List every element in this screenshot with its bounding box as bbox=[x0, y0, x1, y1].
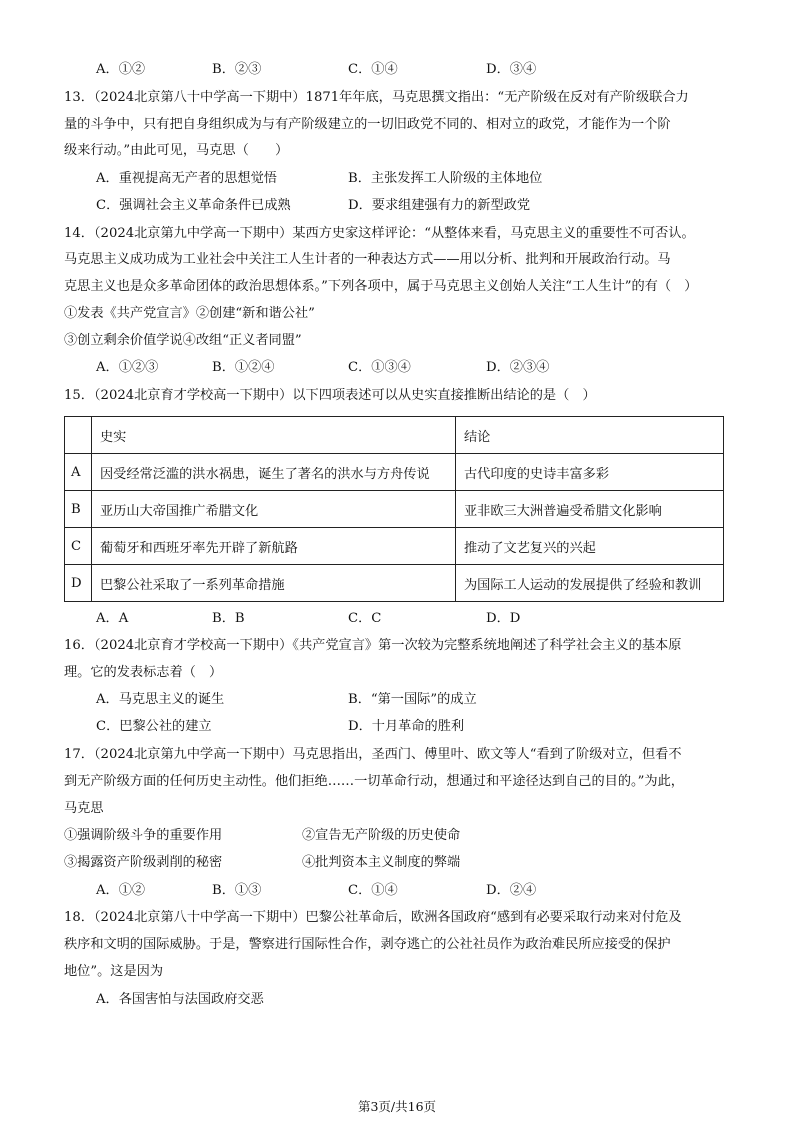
q14-stem-line-3: 克思主义也是众多革命团体的政治思想体系。”下列各项中，属于马克思主义创始人关注“工人生计”的有（ ） bbox=[64, 279, 698, 294]
table-header-key bbox=[65, 417, 92, 454]
table-row-conclusion: 为国际工人运动的发展提供了经验和教训 bbox=[456, 565, 724, 602]
table-row-key: C bbox=[65, 528, 92, 565]
q13-option-b[interactable]: B．主张发挥工人阶级的主体地位 bbox=[348, 171, 543, 186]
q16-option-b[interactable]: B．“第一国际”的成立 bbox=[348, 692, 477, 707]
q12-option-a[interactable]: A．①② bbox=[96, 62, 146, 77]
table-row bbox=[65, 528, 724, 565]
q17-item-3: ③揭露资产阶级剥削的秘密 bbox=[64, 855, 223, 870]
table-row-fact: 葡萄牙和西班牙率先开辟了新航路 bbox=[92, 528, 456, 565]
q13-option-d[interactable]: D．要求组建强有力的新型政党 bbox=[348, 198, 531, 213]
q14-option-c[interactable]: C．①③④ bbox=[348, 360, 411, 375]
q17-stem-line-2: 到无产阶级方面的任何历史主动性。他们拒绝……一切革命行动，想通过和平途径达到自己的目的。”为此， bbox=[64, 774, 684, 789]
q13-option-a[interactable]: A．重视提高无产者的思想觉悟 bbox=[96, 171, 277, 186]
q17-item-4: ④批判资本主义制度的弊端 bbox=[302, 855, 461, 870]
q12-option-d[interactable]: D．③④ bbox=[486, 62, 537, 77]
q16-stem-line-1: 16．（2024北京育才学校高一下期中）《共产党宣言》第一次较为完整系统地阐述了科学社会主义的基本原 bbox=[64, 638, 682, 653]
q13-stem-line-3: 级来行动。”由此可见，马克思（ ） bbox=[64, 143, 289, 158]
q17-item-2: ②宣告无产阶级的历史使命 bbox=[302, 828, 461, 843]
table-row-conclusion: 亚非欧三大洲普遍受希腊文化影响 bbox=[456, 491, 724, 528]
q14-option-a[interactable]: A．①②③ bbox=[96, 360, 159, 375]
q12-option-c[interactable]: C．①④ bbox=[348, 62, 398, 77]
table-row bbox=[65, 454, 724, 491]
q15-option-d[interactable]: D．D bbox=[486, 611, 521, 626]
q15-option-c[interactable]: C．C bbox=[348, 611, 382, 626]
q13-option-c[interactable]: C．强调社会主义革命条件已成熟 bbox=[96, 198, 291, 213]
q17-option-d[interactable]: D．②④ bbox=[486, 883, 537, 898]
table-row-key: D bbox=[65, 565, 92, 602]
q16-stem-line-2: 理。它的发表标志着（ ） bbox=[64, 665, 223, 680]
table-row-key: A bbox=[65, 454, 92, 491]
page-footer: 第3页/共16页 bbox=[357, 1099, 437, 1114]
q14-item-line-1: ①发表《共产党宣言》②创建“新和谐公社” bbox=[64, 306, 315, 321]
q15-option-a[interactable]: A．A bbox=[96, 611, 129, 626]
table-row-fact: 巴黎公社采取了一系列革命措施 bbox=[92, 565, 456, 602]
q14-option-d[interactable]: D．②③④ bbox=[486, 360, 550, 375]
table-row-fact: 亚历山大帝国推广希腊文化 bbox=[92, 491, 456, 528]
q17-option-c[interactable]: C．①④ bbox=[348, 883, 398, 898]
table-row-key: B bbox=[65, 491, 92, 528]
table-row-fact: 因受经常泛滥的洪水祸患，诞生了著名的洪水与方舟传说 bbox=[92, 454, 456, 491]
q13-stem-line-1: 13．（2024北京第八十中学高一下期中）1871年年底，马克思撰文指出：“无产阶级在反对有产阶级联合力 bbox=[64, 90, 689, 105]
q18-stem-line-1: 18．（2024北京第八十中学高一下期中）巴黎公社革命后，欧洲各国政府“感到有必要采取行动来对付危及 bbox=[64, 910, 682, 925]
q18-stem-line-3: 地位”。这是因为 bbox=[64, 964, 164, 979]
q17-option-b[interactable]: B．①③ bbox=[212, 883, 262, 898]
q17-stem-line-1: 17．（2024北京第九中学高一下期中）马克思指出，圣西门、傅里叶、欧文等人“看到了阶级对立，但看不 bbox=[64, 747, 682, 762]
table-header-row bbox=[65, 417, 724, 454]
q17-item-1: ①强调阶级斗争的重要作用 bbox=[64, 828, 223, 843]
q13-stem-line-2: 量的斗争中，只有把自身组织成为与有产阶级建立的一切旧政党不同的、相对立的政党，才能作为一个阶 bbox=[64, 117, 671, 132]
q15-option-b[interactable]: B．B bbox=[212, 611, 245, 626]
q16-option-c[interactable]: C．巴黎公社的建立 bbox=[96, 719, 212, 734]
q16-option-a[interactable]: A．马克思主义的诞生 bbox=[96, 692, 225, 707]
q14-option-b[interactable]: B．①②④ bbox=[212, 360, 275, 375]
table-row-conclusion: 推动了文艺复兴的兴起 bbox=[456, 528, 724, 565]
table-row bbox=[65, 565, 724, 602]
table-row bbox=[65, 491, 724, 528]
q14-stem-line-1: 14．（2024北京第九中学高一下期中）某西方史家这样评论：“从整体来看，马克思主义的重要性不可否认。 bbox=[64, 226, 695, 241]
table-header-fact: 史实 bbox=[92, 417, 456, 454]
q16-option-d[interactable]: D．十月革命的胜利 bbox=[348, 719, 465, 734]
q17-stem-line-3: 马克思 bbox=[64, 801, 104, 816]
q12-option-b[interactable]: B．②③ bbox=[212, 62, 262, 77]
q14-stem-line-2: 马克思主义成功成为工业社会中关注工人生计者的一种表达方式——用以分析、批判和开展政治行动。马 bbox=[64, 252, 671, 267]
table-row-conclusion: 古代印度的史诗丰富多彩 bbox=[456, 454, 724, 491]
q17-option-a[interactable]: A．①② bbox=[96, 883, 146, 898]
q18-option-a[interactable]: A．各国害怕与法国政府交恶 bbox=[96, 992, 264, 1007]
table-header-conclusion: 结论 bbox=[456, 417, 724, 454]
q18-stem-line-2: 秩序和文明的国际威胁。于是，警察进行国际性合作，剥夺逃亡的公社社员作为政治难民所应接受的保护 bbox=[64, 937, 671, 952]
q14-item-line-2: ③创立剩余价值学说④改组“正义者同盟” bbox=[64, 333, 302, 348]
history-table bbox=[64, 416, 724, 602]
q15-stem: 15．（2024北京育才学校高一下期中）以下四项表述可以从史实直接推断出结论的是（ ） bbox=[64, 388, 596, 403]
